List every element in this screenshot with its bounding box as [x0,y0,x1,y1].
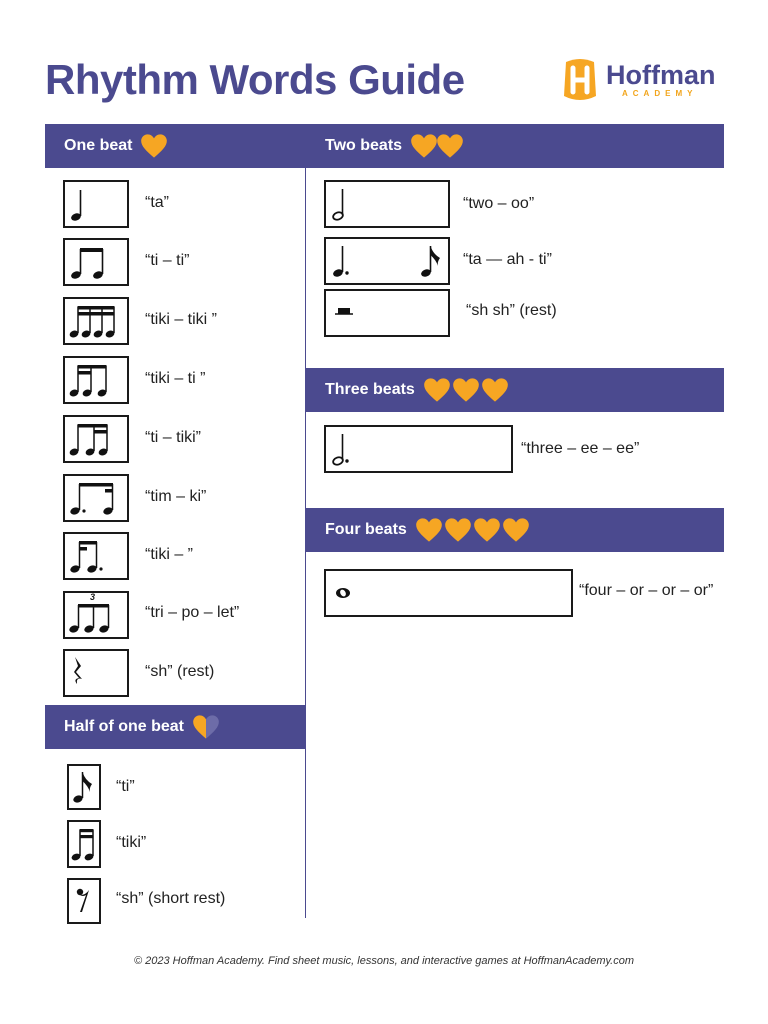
dotted-half-note-icon [326,427,511,471]
note-box-dotted-half [324,425,513,473]
note-box-quarter [63,180,129,228]
footer-copyright: © 2023 Hoffman Academy. Find sheet music, lessons, and interactive games at HoffmanAcademy.com [133,955,635,967]
rhythm-word: “sh” (rest) [145,663,215,680]
heart-icon [436,133,464,159]
heart-icon [410,133,438,159]
heart-icon [415,517,443,543]
note-box-quarter-rest [63,649,129,697]
rhythm-word: “four – or – or – or” [579,582,714,599]
triplet-notes-icon [65,593,127,637]
note-box-eighth-rest [67,878,101,924]
heart-icons [140,133,168,159]
whole-note-icon [326,571,571,615]
heart-icons [410,133,464,159]
four-sixteenth-notes-icon [65,299,127,343]
quarter-rest-icon [65,651,127,695]
rhythm-word: “three – ee – ee” [521,440,640,457]
rhythm-word: “ta — ah - ti” [463,251,552,268]
section-header-three-beats [306,368,724,412]
note-box-two-eighths [63,238,129,286]
heart-icon [452,377,480,403]
note-box-dotted-quarter-eighth [324,237,450,285]
rhythm-word: “tri – po – let” [145,604,240,621]
two-eighth-notes-icon [65,240,127,284]
sixteenth-dotted-eighth-icon [65,534,127,578]
rhythm-word: “tiki – ti ” [145,370,206,387]
section-header-four-beats [306,508,724,552]
eighth-sixteenths-icon [65,417,127,461]
logo-name: Hoffman [606,60,716,90]
note-box-sixteenth-dotted-eighth [63,532,129,580]
section-header-two-beats [306,124,724,168]
rhythm-word: “ti – ti” [145,252,190,269]
half-heart-icon [192,714,220,740]
eighth-rest-icon [69,880,99,922]
heart-icon [140,133,168,159]
note-box-eighth [67,764,101,810]
section-label: Three beats [325,381,415,398]
triplet-mark: 3 [90,592,96,602]
note-box-whole [324,569,573,617]
section-header-half-beat [45,705,306,749]
note-box-dotted-eighth-sixteenth [63,474,129,522]
rhythm-word: “sh sh” (rest) [466,302,557,319]
section-label: Two beats [325,137,403,154]
rhythm-word: “tiki – ” [145,546,193,563]
note-box-half [324,180,450,228]
rhythm-word: “tim – ki” [145,488,207,505]
heart-icon [502,517,530,543]
heart-icon [423,377,451,403]
heart-icons [415,517,530,543]
rhythm-word: “tiki” [116,834,147,851]
section-label: Half of one beat [64,718,185,735]
two-sixteenth-notes-icon [69,822,99,866]
note-box-eighth-two-sixteenths [63,415,129,463]
note-box-four-sixteenths [63,297,129,345]
quarter-note-icon [65,182,127,226]
page-title: Rhythm Words Guide [45,56,465,103]
eighth-note-icon [69,766,99,808]
heart-icon [473,517,501,543]
rhythm-word: “ta” [145,194,169,211]
section-label: Four beats [325,521,407,538]
note-box-half-rest [324,289,450,337]
rhythm-word: “ti – tiki” [145,429,201,446]
dotted-quarter-eighth-icon [326,239,448,283]
sixteenths-eighth-icon [65,358,127,402]
rhythm-word: “ti” [116,778,135,795]
logo-subtitle: ACADEMY [622,89,698,98]
rhythm-word: “two – oo” [463,195,535,212]
rhythm-word: “sh” (short rest) [116,890,226,907]
hoffman-academy-logo [560,56,730,104]
logo-h-icon [560,56,600,104]
note-box-two-sixteenths [67,820,101,868]
note-box-triplet [63,591,129,639]
section-label: One beat [64,137,133,154]
dotted-eighth-sixteenth-icon [65,476,127,520]
half-rest-icon [326,291,448,335]
section-header-one-beat [45,124,306,168]
heart-icon [481,377,509,403]
heart-icons [423,377,509,403]
note-box-two-sixteenths-eighth [63,356,129,404]
heart-icon [444,517,472,543]
rhythm-word: “tiki – tiki ” [145,311,217,328]
half-note-icon [326,182,448,226]
